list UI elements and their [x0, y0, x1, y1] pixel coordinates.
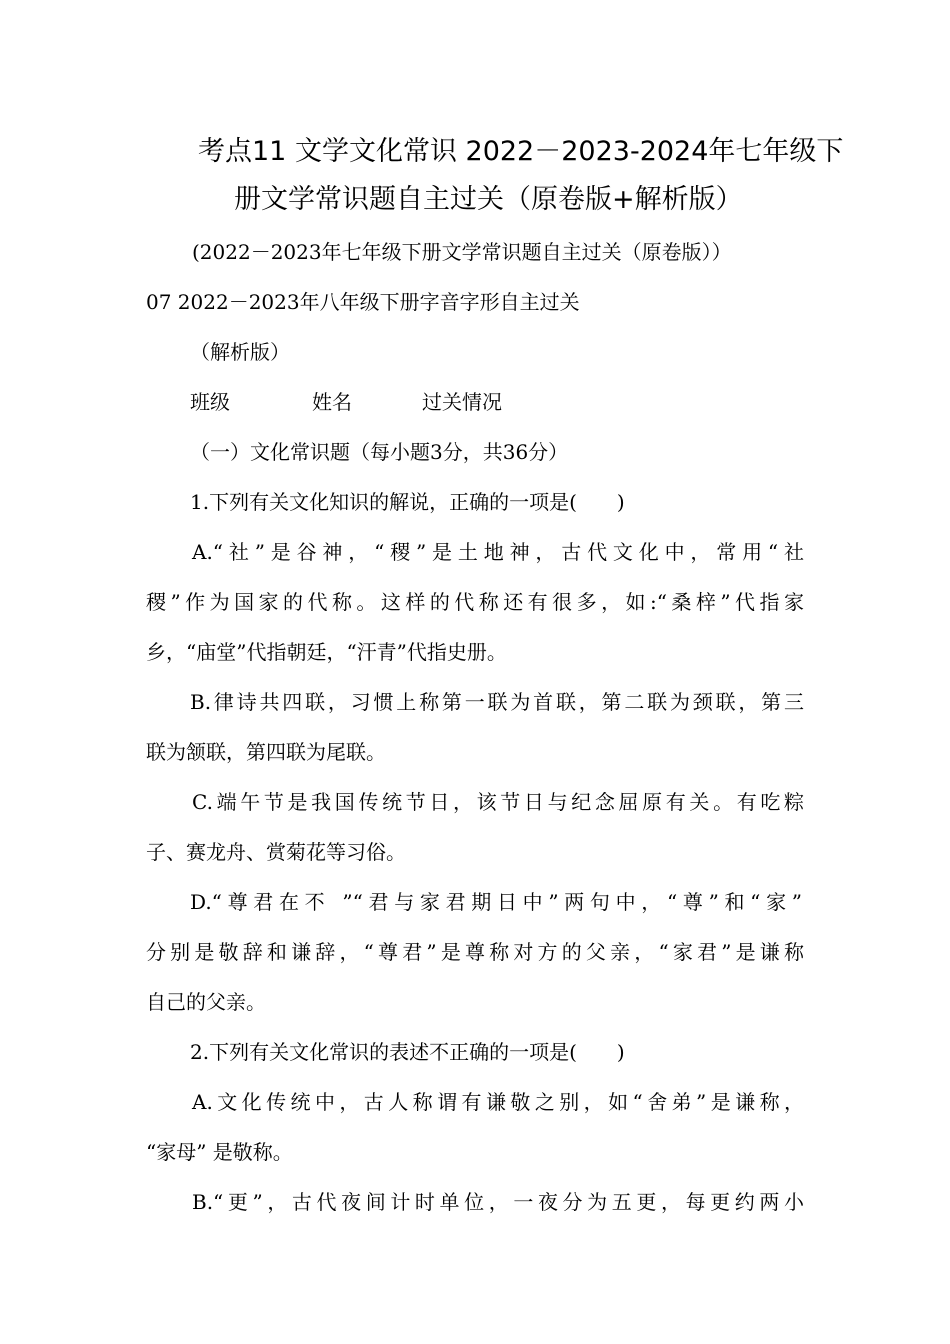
question-1-option-a-line-1: A.“社”是谷神，“稷”是土地神，古代文化中，常用“社: [192, 540, 804, 564]
question-2-option-a-line-2: “家母” 是敬称。: [146, 1140, 293, 1164]
status-label: 过关情况: [422, 390, 502, 414]
source-line: 07 2022－2023年八年级下册字音字形自主过关: [146, 290, 580, 314]
document-subtitle: (2022－2023年七年级下册文学常识题自主过关（原卷版））: [192, 240, 732, 264]
question-1-option-a-line-2: 稷”作为国家的代称。这样的代称还有很多，如:“桑梓”代指家: [146, 590, 804, 614]
question-1-option-b-line-1: B.律诗共四联，习惯上称第一联为首联，第二联为颈联，第三: [190, 690, 804, 714]
question-1-option-c-line-2: 子、赛龙舟、赏菊花等习俗。: [146, 840, 406, 864]
question-2-option-b-line-1: B.“更”，古代夜间计时单位，一夜分为五更，每更约两小: [192, 1190, 804, 1214]
document-title-line-1: 考点11 文学文化常识 2022－2023-2024年七年级下: [198, 136, 844, 167]
document-title-line-2: 册文学常识题自主过关（原卷版+解析版）: [234, 184, 743, 215]
name-label: 姓名: [312, 390, 352, 414]
section-heading: （一）文化常识题（每小题3分，共36分）: [190, 440, 569, 464]
question-1-option-b-line-2: 联为颔联，第四联为尾联。: [146, 740, 386, 764]
question-1-option-d-line-3: 自己的父亲。: [146, 990, 266, 1014]
question-1-option-d-line-1: D.“尊君在不 ”“君与家君期日中”两句中，“尊”和“家”: [190, 890, 802, 914]
question-1-option-a-line-3: 乡，“庙堂”代指朝廷，“汗青”代指史册。: [146, 640, 507, 664]
class-label: 班级: [190, 390, 230, 414]
question-2-option-a-line-1: A.文化传统中，古人称谓有谦敬之别，如“舍弟”是谦称，: [192, 1090, 804, 1114]
question-1-option-d-line-2: 分别是敬辞和谦辞，“尊君”是尊称对方的父亲，“家君”是谦称: [146, 940, 804, 964]
student-info-row: [190, 389, 502, 415]
question-2-stem: 2.下列有关文化常识的表述不正确的一项是( ): [190, 1040, 625, 1064]
question-1-option-c-line-1: C.端午节是我国传统节日，该节日与纪念屈原有关。有吃粽: [192, 790, 804, 814]
version-label: （解析版）: [190, 340, 290, 364]
question-1-stem: 1.下列有关文化知识的解说，正确的一项是( ): [190, 490, 625, 514]
